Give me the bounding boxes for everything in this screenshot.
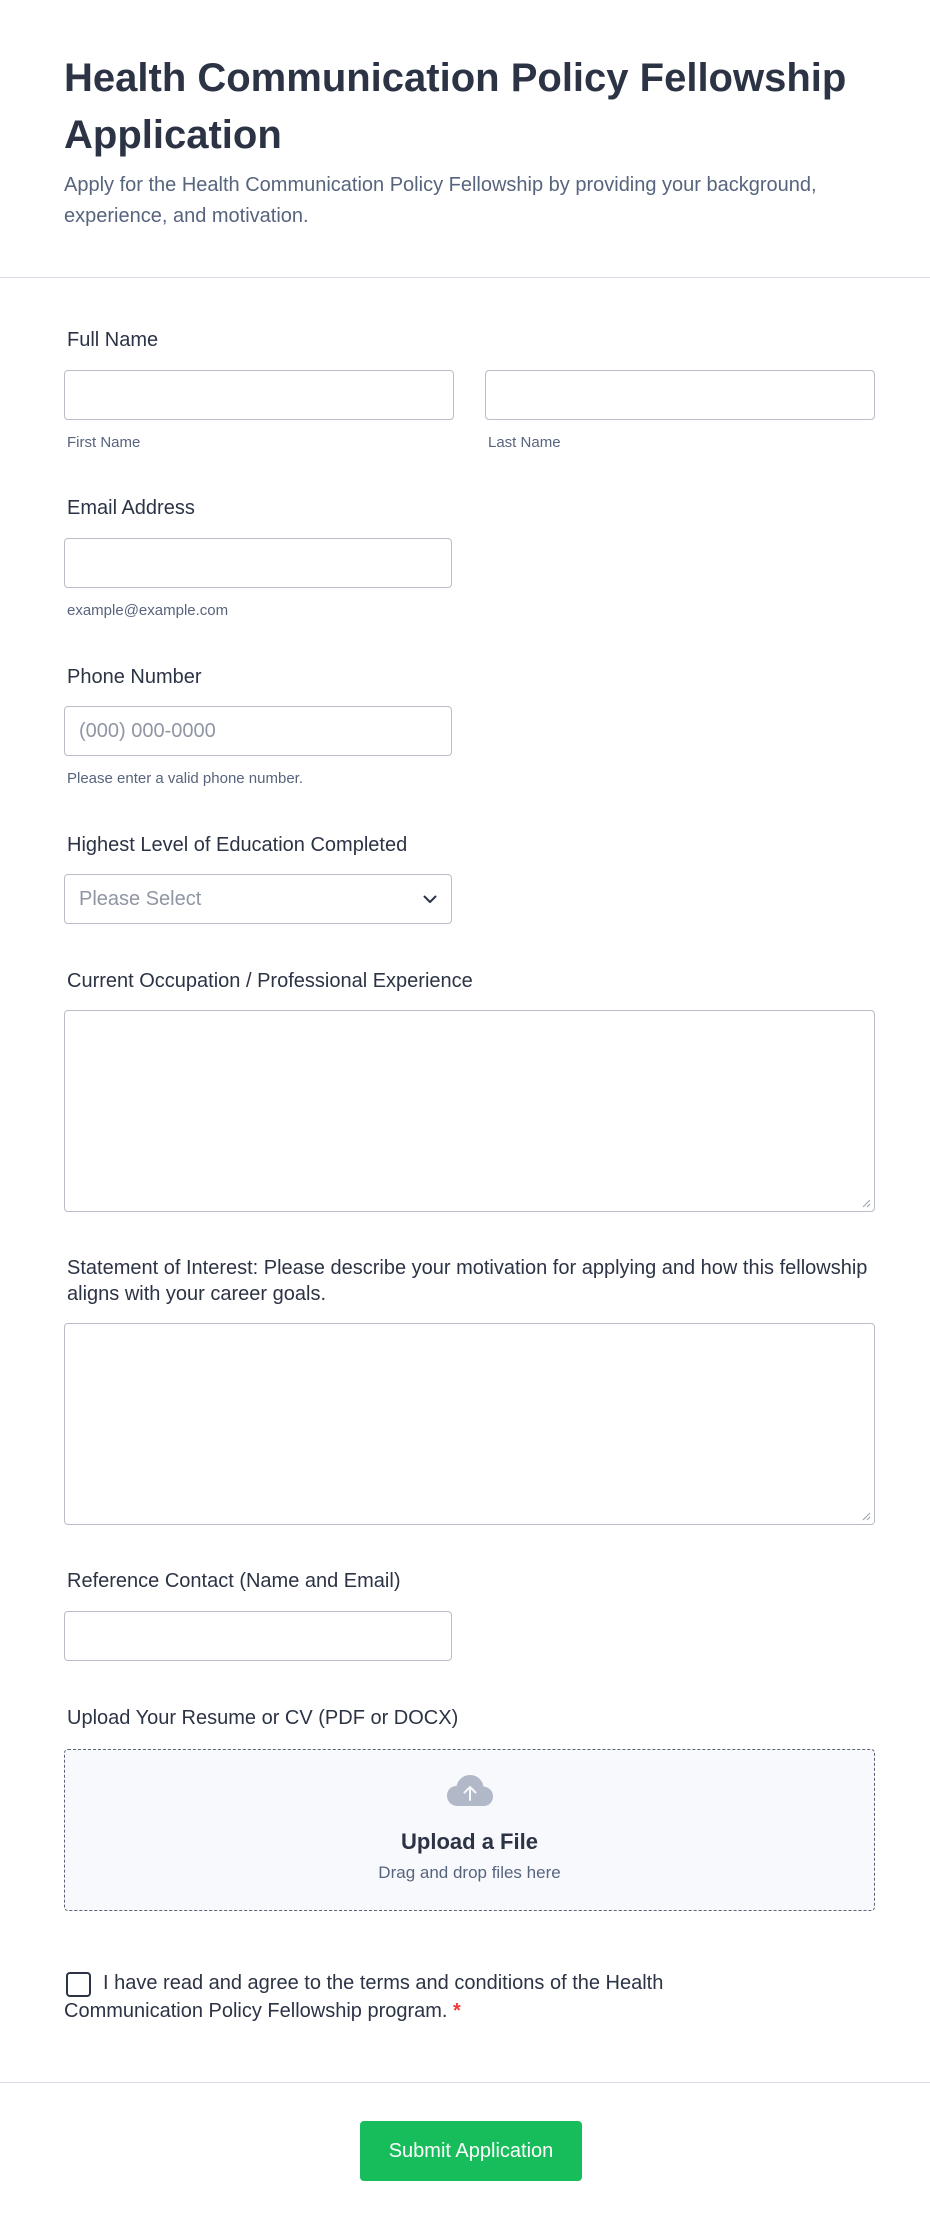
- reference-label: Reference Contact (Name and Email): [67, 1570, 401, 1592]
- last-name-sublabel: Last Name: [488, 434, 561, 451]
- footer-divider: [0, 2082, 930, 2083]
- required-asterisk: *: [453, 2000, 461, 2022]
- statement-label: Statement of Interest: Please describe your motivation for applying and how this fellowship aligns with your career goals.: [67, 1257, 868, 1305]
- reference-input[interactable]: [64, 1611, 452, 1661]
- education-selected-value: Please Select: [79, 887, 202, 910]
- last-name-input[interactable]: [485, 370, 875, 420]
- resume-label: Upload Your Resume or CV (PDF or DOCX): [67, 1707, 459, 1729]
- resize-handle-icon[interactable]: [861, 1198, 871, 1208]
- file-upload-dropzone[interactable]: [64, 1749, 875, 1911]
- resize-handle-icon[interactable]: [861, 1511, 871, 1521]
- first-name-input[interactable]: [64, 370, 454, 420]
- full-name-label: Full Name: [67, 329, 159, 351]
- chevron-down-icon: [423, 892, 437, 906]
- education-label: Highest Level of Education Completed: [67, 834, 408, 856]
- cloud-upload-icon: [446, 1774, 494, 1808]
- upload-hint: Drag and drop files here: [378, 1863, 561, 1882]
- header-divider: [0, 277, 930, 278]
- upload-title: Upload a File: [401, 1829, 538, 1854]
- terms-text: I have read and agree to the terms and conditions of the Health Communication Policy Fellowship program.: [64, 1972, 664, 2022]
- first-name-sublabel: First Name: [67, 434, 141, 451]
- email-input[interactable]: [64, 538, 452, 588]
- phone-sublabel: Please enter a valid phone number.: [67, 770, 303, 787]
- occupation-label: Current Occupation / Professional Experience: [67, 970, 473, 992]
- form-header: [64, 50, 864, 232]
- submit-button[interactable]: Submit Application: [360, 2121, 582, 2181]
- page-title: Health Communication Policy Fellowship Application: [64, 56, 847, 157]
- statement-textarea[interactable]: [64, 1323, 875, 1525]
- email-sublabel: example@example.com: [67, 602, 229, 619]
- phone-input[interactable]: [64, 706, 452, 756]
- page-subtitle: Apply for the Health Communication Policy Fellowship by providing your background, experience, and motivation.: [64, 174, 817, 227]
- phone-label: Phone Number: [67, 666, 202, 688]
- education-select[interactable]: [64, 874, 452, 924]
- terms-label: [64, 1969, 764, 2025]
- occupation-textarea[interactable]: [64, 1010, 875, 1212]
- email-label: Email Address: [67, 497, 195, 519]
